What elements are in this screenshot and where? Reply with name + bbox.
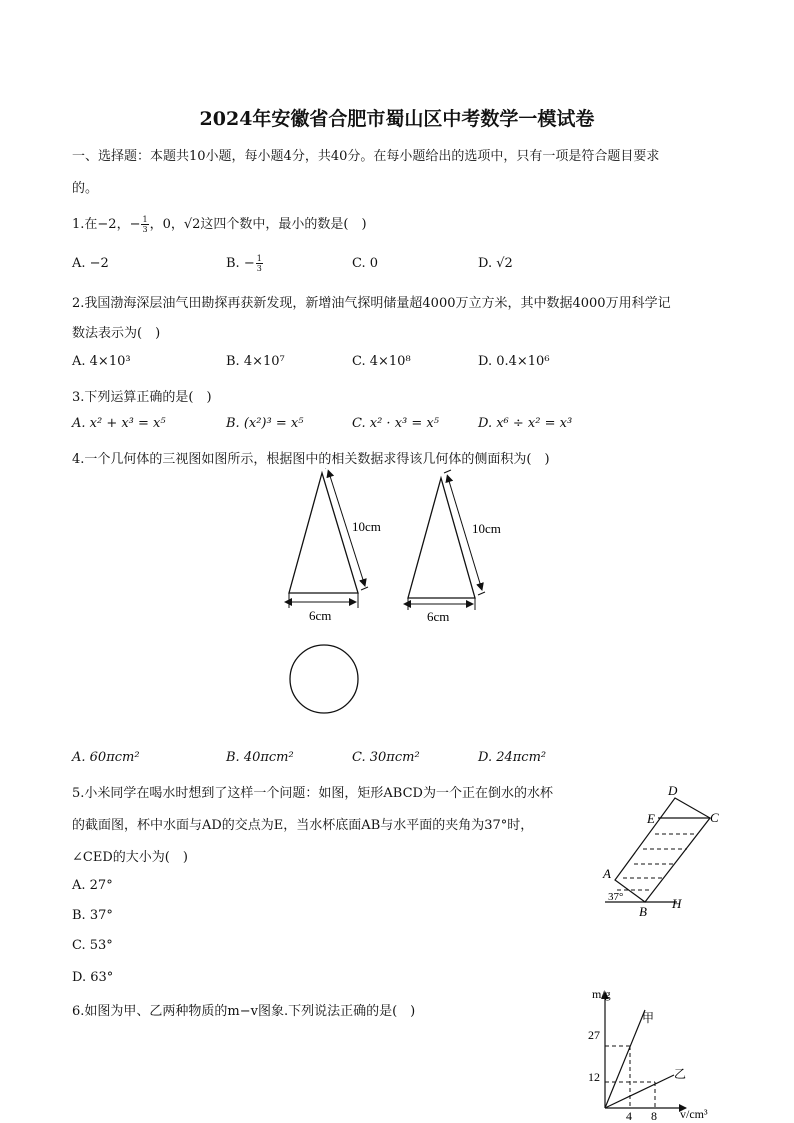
water-dashes [617, 834, 698, 890]
q1-option-b-den: 3 [256, 264, 262, 273]
question-5-stem: 5.小米同学在喝水时想到了这样一个问题：如图，矩形ABCD为一个正在倒水的水杯 [72, 786, 553, 801]
label-angle: 37° [608, 891, 624, 903]
guide-dashes [605, 1046, 655, 1108]
question-2-stem-cont: 数法表示为( ) [72, 326, 161, 341]
q5-option-b[interactable]: B. 37° [72, 908, 113, 923]
line-yi [605, 1075, 674, 1108]
q3-option-d[interactable]: D. x⁶ ÷ x² = x³ [478, 416, 573, 431]
side-base-label: 6cm [427, 609, 450, 624]
question-1-stem [72, 213, 367, 234]
section-heading-cont: 的。 [72, 181, 99, 196]
label-b: B [639, 904, 647, 919]
label-yi: 乙 [674, 1067, 687, 1081]
q2-option-c[interactable]: C. 4×10⁸ [352, 354, 411, 369]
q4-option-d[interactable]: D. 24πcm² [478, 750, 547, 765]
label-jia: 甲 [642, 1011, 655, 1025]
q1-fraction [141, 215, 148, 234]
q1-option-b-prefix: B. − [226, 256, 255, 271]
q1-option-c[interactable]: C. 0 [352, 256, 379, 271]
tick-8: 8 [651, 1109, 657, 1122]
q2-option-d[interactable]: D. 0.4×10⁶ [478, 354, 550, 369]
tick-27: 27 [588, 1028, 600, 1042]
front-base-label: 6cm [309, 608, 332, 623]
question-4-stem: 4.一个几何体的三视图如图所示，根据图中的相关数据求得该几何体的侧面积为( ) [72, 452, 550, 467]
y-axis-label: m/g [592, 987, 611, 1001]
label-d: D [668, 783, 678, 798]
label-c: C [710, 810, 719, 825]
q1-frac-num: 1 [142, 215, 148, 224]
q3-option-b[interactable]: B. (x²)³ = x⁵ [226, 416, 304, 431]
section-heading: 一、选择题：本题共10小题，每小题4分，共40分。在每小题给出的选项中，只有一项是符合题目要求 [72, 149, 660, 164]
q1-prefix: 1.在−2，− [72, 217, 141, 232]
tick-4: 4 [626, 1109, 632, 1122]
q3-option-a[interactable]: A. x² + x³ = x⁵ [72, 416, 166, 431]
label-h: H [672, 896, 682, 911]
page-title: 2024年安徽省合肥市蜀山区中考数学一模试卷 [199, 108, 595, 130]
rectangle-abcd [615, 798, 710, 902]
three-view-figure [270, 468, 520, 728]
q1-option-b[interactable] [226, 254, 264, 273]
q1-frac-den: 3 [142, 225, 148, 234]
q1-sqrt: √2 [183, 217, 201, 232]
side-slant-label: 10cm [472, 521, 501, 536]
line-jia [605, 1010, 645, 1108]
front-slant-label: 10cm [352, 519, 381, 534]
q1-suffix: 这四个数中，最小的数是( ) [200, 217, 367, 232]
question-2-stem: 2.我国渤海深层油气田勘探再获新发现，新增油气探明储量超4000万立方米，其中数据4000万用科学记 [72, 296, 671, 311]
question-5-stem-cont: 的截面图，杯中水面与AD的交点为E，当水杯底面AB与水平面的夹角为37°时， [72, 818, 534, 833]
question-5-stem-cont2: ∠CED的大小为( ) [72, 850, 188, 865]
q2-option-b[interactable]: B. 4×10⁷ [226, 354, 285, 369]
mv-graph [578, 982, 728, 1122]
q1-option-b-fraction [256, 254, 263, 273]
q4-option-a[interactable]: A. 60πcm² [72, 750, 140, 765]
tick-12: 12 [588, 1070, 600, 1084]
q5-option-d[interactable]: D. 63° [72, 970, 114, 985]
q4-option-c[interactable]: C. 30πcm² [352, 750, 420, 765]
top-view-circle [290, 645, 358, 713]
label-a: A [603, 866, 611, 881]
label-e: E [647, 811, 655, 826]
x-axis-label: v/cm³ [680, 1107, 708, 1121]
cup-figure [595, 778, 735, 920]
question-6-stem: 6.如图为甲、乙两种物质的m−v图象.下列说法正确的是( ) [72, 1004, 416, 1019]
q5-option-c[interactable]: C. 53° [72, 938, 113, 953]
question-3-stem: 3.下列运算正确的是( ) [72, 390, 212, 405]
q3-option-c[interactable]: C. x² · x³ = x⁵ [352, 416, 439, 431]
q5-option-a[interactable]: A. 27° [72, 878, 113, 893]
q4-option-b[interactable]: B. 40πcm² [226, 750, 294, 765]
q1-option-d[interactable]: D. √2 [478, 256, 513, 271]
front-view [289, 468, 381, 623]
q1-option-b-num: 1 [256, 254, 262, 263]
q2-option-a[interactable]: A. 4×10³ [72, 354, 131, 369]
side-view [408, 470, 501, 624]
q1-option-a[interactable]: A. −2 [72, 256, 109, 271]
q1-mid: ，0， [149, 217, 184, 232]
